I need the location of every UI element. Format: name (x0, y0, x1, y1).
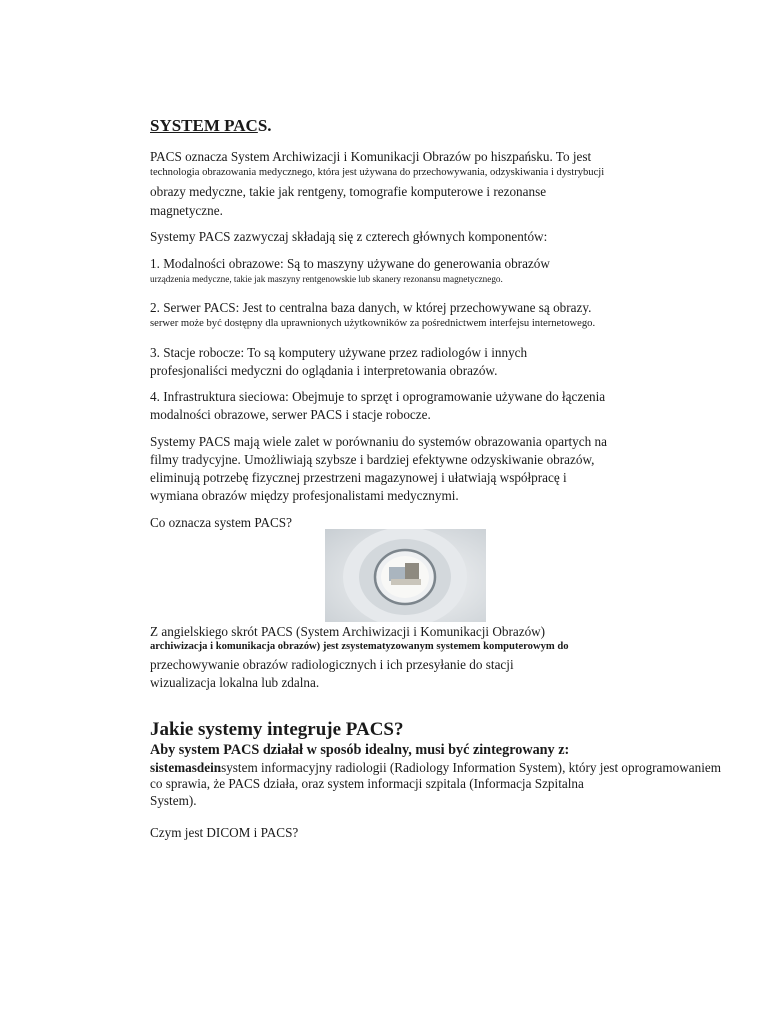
answer-line-4: wizualizacja lokalna lub zdalna. (150, 675, 320, 690)
title-underlined: SYSTEM PAC (150, 116, 258, 135)
section-heading-integration: Jakie systemy integruje PACS? (150, 719, 404, 740)
component-2-title: 2. Serwer PACS: Jest to centralna baza danych, w której przechowywane są obrazy. (150, 300, 592, 315)
answer-line-2: archiwizacja i komunikacja obrazów) jest zsystematyzowanym systemem komputerowym do (150, 641, 569, 652)
integration-line-2-rest: system informacyjny radiologii (Radiology Information System), który jest oprogramowaniem (221, 760, 722, 775)
components-intro: Systemy PACS zazwyczaj składają się z czterech głównych komponentów: (150, 229, 548, 244)
integration-line-3: co sprawia, że PACS działa, oraz system informacji szpitala (Informacja Szpitalna (150, 776, 584, 791)
component-4-title: 4. Infrastruktura sieciowa: Obejmuje to sprzęt i oprogramowanie używane do łączenia (150, 389, 606, 404)
component-2-detail: serwer może być dostępny dla uprawnionych użytkowników za pośrednictwem interfejsu internetowego. (150, 318, 596, 329)
integration-line-4: System). (150, 793, 197, 808)
answer-line-3: przechowywanie obrazów radiologicznych i ich przesyłanie do stacji (150, 657, 514, 672)
title-rest: S. (257, 116, 272, 135)
intro-line-4: magnetyczne. (150, 203, 223, 218)
advantages-line-3: eliminują potrzebę fizycznej przestrzeni magazynowej i ułatwiają współpracę i (150, 470, 567, 485)
intro-line-3: obrazy medyczne, takie jak rentgeny, tomografie komputerowe i rezonanse (150, 184, 547, 199)
page-title (150, 117, 272, 134)
question-dicom-pacs: Czym jest DICOM i PACS? (150, 825, 299, 840)
intro-line-2: technologia obrazowania medycznego, która jest używana do przechowywania, odzyskiwania i dystrybucji (150, 167, 605, 178)
advantages-line-1: Systemy PACS mają wiele zalet w porównaniu do systemów obrazowania opartych na (150, 434, 607, 449)
advantages-line-4: wymiana obrazów między profesjonalistami medycznymi. (150, 488, 459, 503)
integration-bold-line: Aby system PACS działał w sposób idealny, musi być zintegrowany z: (150, 742, 570, 758)
component-3-detail: profesjonaliści medyczni do oglądania i interpretowania obrazów. (150, 363, 498, 378)
intro-line-1: PACS oznacza System Archiwizacji i Komunikacji Obrazów po hiszpańsku. To jest (150, 149, 592, 164)
advantages-line-2: filmy tradycyjne. Umożliwiają szybsze i bardziej efektywne odzyskiwanie obrazów, (150, 452, 595, 467)
integration-line-2 (150, 761, 721, 774)
component-4-detail: modalności obrazowe, serwer PACS i stacje robocze. (150, 407, 431, 422)
question-what-is-pacs: Co oznacza system PACS? (150, 515, 292, 530)
mri-scanner-photo (325, 529, 486, 622)
component-1-detail: urządzenia medyczne, takie jak maszyny rentgenowskie lub skanery rezonansu magnetycznego. (150, 274, 503, 284)
component-1-title: 1. Modalności obrazowe: Są to maszyny używane do generowania obrazów (150, 256, 550, 271)
answer-line-1: Z angielskiego skrót PACS (System Archiwizacji i Komunikacji Obrazów) (150, 624, 546, 639)
component-3-title: 3. Stacje robocze: To są komputery używane przez radiologów i innych (150, 345, 528, 360)
integration-line-2-bold: sistemasdein (150, 760, 222, 775)
